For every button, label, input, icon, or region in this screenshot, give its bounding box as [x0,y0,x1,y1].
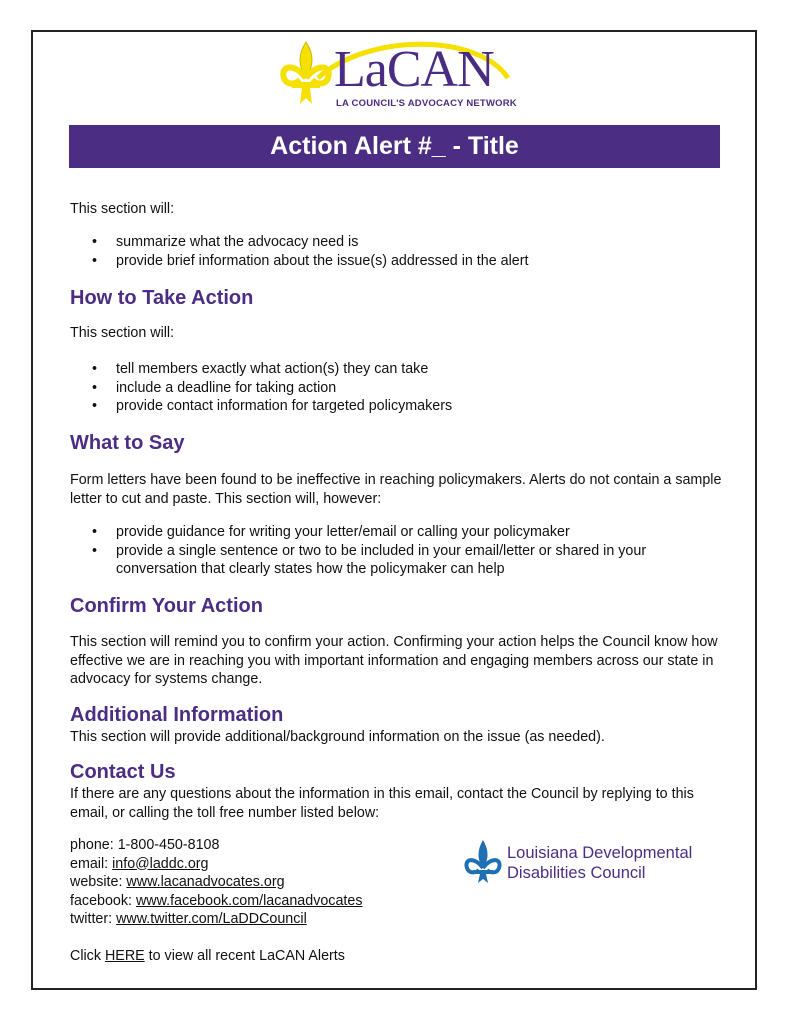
website-line: website: www.lacanadvocates.org [70,874,285,890]
how-to-lead: This section will: [70,325,175,341]
lacan-logo [278,38,518,118]
page-title: Action Alert #_ - Title [270,132,519,160]
here-link[interactable]: HERE [104,947,145,964]
phone-line: phone: 1-800-450-8108 [70,837,220,853]
website-link[interactable]: www.lacanadvocates.org [126,874,285,890]
how-to-heading: How to Take Action [70,287,254,309]
list-item: • include a deadline for taking action [70,379,710,398]
contact-details [70,836,362,965]
title-bar [69,125,720,168]
list-item: • summarize what the advocacy need is [70,233,710,252]
additional-heading: Additional Information [70,704,284,726]
what-to-say-heading: What to Say [70,432,185,454]
fleur-de-lis-icon [463,838,503,884]
list-item: • provide guidance for writing your letter/email or calling your policymaker [70,523,710,542]
council-name: Louisiana Developmental Disabilities Council [507,844,693,882]
list-item: • provide a single sentence or two to be included in your email/letter or shared in your conversation that clearly states how the policymaker can help [70,542,710,579]
how-to-list [70,360,710,416]
confirm-body: This section will remind you to confirm your action. Confirming your action helps the Council know how effective we are in reaching you with important information and engaging members across our state in advocacy for systems change. [70,634,718,687]
what-to-say-body: Form letters have been found to be ineffective in reaching policymakers. Alerts do not contain a sample letter to cut and paste. This section will, however: [70,472,722,507]
alerts-line: Click HERE to view all recent LaCAN Alerts [70,947,345,964]
logo-wordmark: LaCAN [334,41,494,98]
facebook-line: facebook: www.facebook.com/lacanadvocates [70,892,363,909]
list-item: • provide brief information about the issue(s) addressed in the alert [70,252,710,271]
email-link[interactable]: info@laddc.org [112,855,209,872]
additional-body: This section will provide additional/background information on the issue (as needed). [70,729,605,745]
email-line: email: info@laddc.org [70,855,209,872]
logo-tagline: LA COUNCIL'S ADVOCACY NETWORK [336,98,517,109]
phone-number: 1-800-450-8108 [117,837,220,853]
intro-list [70,233,710,270]
list-item: • tell members exactly what action(s) they can take [70,360,710,379]
confirm-heading: Confirm Your Action [70,595,263,617]
twitter-line: twitter: www.twitter.com/LaDDCouncil [70,911,307,927]
contact-body: If there are any questions about the information in this email, contact the Council by replying to this email, or calling the toll free number listed below: [70,786,694,821]
contact-heading: Contact Us [70,761,176,783]
twitter-link[interactable]: www.twitter.com/LaDDCouncil [116,911,307,927]
council-logo [463,838,723,884]
list-item: • provide contact information for targeted policymakers [70,397,710,416]
intro-lead: This section will: [70,201,175,217]
what-to-say-list [70,523,710,579]
facebook-link[interactable]: www.facebook.com/lacanadvocates [135,892,363,909]
